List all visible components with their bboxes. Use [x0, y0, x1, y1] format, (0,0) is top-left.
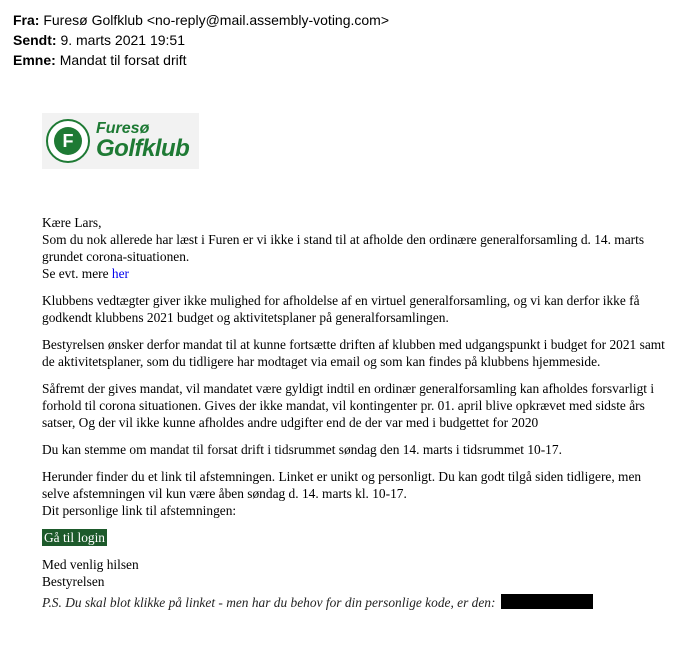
club-wordmark	[96, 121, 189, 161]
greeting: Kære Lars,	[42, 215, 102, 230]
from-row	[13, 10, 389, 30]
email-header	[13, 10, 389, 70]
club-seal-icon	[46, 119, 90, 163]
from-label: Fra:	[13, 12, 40, 28]
paragraph-6	[42, 468, 667, 519]
wordmark-line2: Golfklub	[96, 135, 190, 162]
closing-line2: Bestyrelsen	[42, 574, 105, 589]
from-value: Furesø Golfklub <no-reply@mail.assembly-voting.com>	[43, 12, 390, 28]
link-info: Herunder finder du et link til afstemningen. Linket er unikt og personligt. Du kan godt tilgå siden tidligere, men selve afstemningen vil kun være åben søndag d. 14. marts kl. 10-17.	[42, 469, 642, 501]
paragraph-2: Klubbens vedtægter giver ikke mulighed for afholdelse af en virtuel generalforsamling, og vi kan derfor ikke få godkendt klubbens 2021 budget og aktivitetsplaner på generalforsamlingen.	[42, 293, 640, 325]
sent-value: 9. marts 2021 19:51	[60, 32, 185, 48]
email-body	[42, 214, 667, 611]
paragraph-5: Du kan stemme om mandat til forsat drift i tidsrummet søndag den 14. marts i tidsrummet 10-17.	[42, 442, 562, 457]
sent-row	[13, 30, 389, 50]
redacted-code	[501, 594, 593, 609]
paragraph-3: Bestyrelsen ønsker derfor mandat til at kunne fortsætte driften af klubben med udgangspunkt i budget for 2021 samt de aktivitetsplaner, som du tidligere har modtaget via email og som kan findes på klubbens hjemmeside.	[42, 337, 665, 369]
sent-label: Sendt:	[13, 32, 57, 48]
ps-text: P.S. Du skal blot klikke på linket - men har du behov for din personlige kode, er den:	[42, 595, 496, 610]
subject-value: Mandat til forsat drift	[59, 52, 187, 68]
login-button[interactable]: Gå til login	[44, 530, 105, 545]
paragraph-1: Som du nok allerede har læst i Furen er vi ikke i stand til at afholde den ordinære generalforsamling d. 14. marts grundet corona-situationen.	[42, 232, 645, 264]
subject-row	[13, 50, 389, 70]
subject-label: Emne:	[13, 52, 56, 68]
closing	[42, 556, 667, 590]
paragraph-4: Såfremt der gives mandat, vil mandatet være gyldigt indtil en ordinær generalforsamling kan afholdes forsvarligt i forhold til corona situationen. Gives der ikke mandat, vil kontingenter pr. 01. april blive opkrævet med sidste års satser, Og der vil ikke kunne afholdes andre udgifter end de der var med i budgettet for 2020	[42, 381, 655, 430]
intro-paragraph	[42, 214, 667, 282]
seal-letter: F	[54, 127, 82, 155]
ps-note	[42, 594, 667, 611]
personal-link-label: Dit personlige link til afstemningen:	[42, 503, 237, 518]
closing-line1: Med venlig hilsen	[42, 557, 139, 572]
wordmark-line1: Furesø	[96, 120, 150, 137]
see-more-text: Se evt. mere	[42, 266, 109, 281]
read-more-link[interactable]: her	[111, 266, 130, 281]
club-logo	[42, 113, 199, 169]
